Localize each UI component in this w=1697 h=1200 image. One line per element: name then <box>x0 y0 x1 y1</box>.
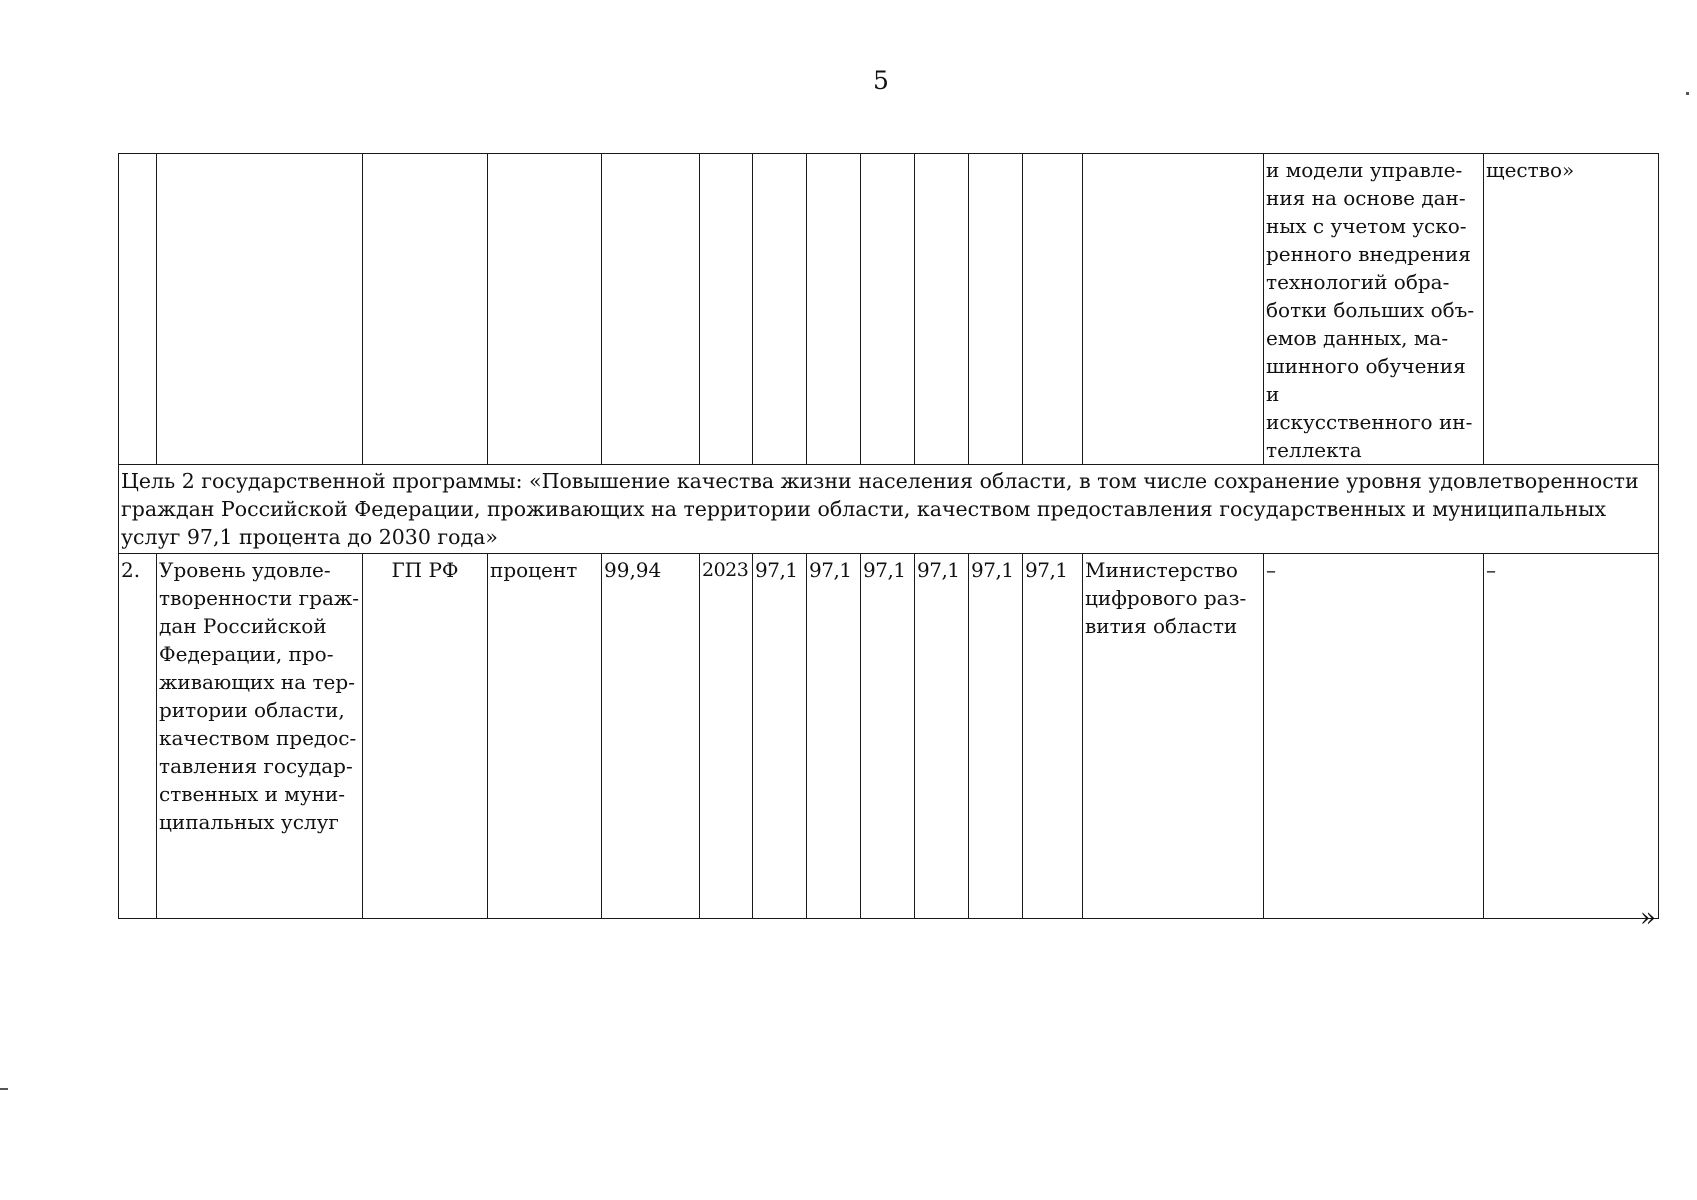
continuation-row <box>119 154 1659 465</box>
cell-empty <box>157 154 363 465</box>
closing-quote: » <box>1640 903 1656 933</box>
unit: процент <box>488 554 602 919</box>
base-year: 2023 <box>700 554 753 919</box>
cell-empty <box>363 154 488 465</box>
base-value: 99,94 <box>602 554 700 919</box>
scan-mark <box>1686 92 1689 95</box>
cell-empty <box>1083 154 1264 465</box>
value-cell: 97,1 <box>1023 554 1083 919</box>
scan-mark <box>0 1088 8 1090</box>
cell-empty <box>861 154 915 465</box>
cell-note: и модели управле- ния на основе дан- ных с учетом уско- ренного внедрения технологий обра- ботки больших объ- емов данных, ма- шинного обучения и искусственного ин- теллекта <box>1264 154 1484 465</box>
cell-empty <box>700 154 753 465</box>
value-cell: 97,1 <box>753 554 807 919</box>
indicator-row <box>119 554 1659 919</box>
indicator-level: ГП РФ <box>363 554 488 919</box>
cell-program: щество» <box>1484 154 1659 465</box>
cell-empty <box>119 154 157 465</box>
indicator-name: Уровень удовле- творенности граж- дан Российской Федерации, про- живающих на тер- ритории области, качеством предос- тавления государ- ственных и муни- ципальных услуг <box>157 554 363 919</box>
goal-text: Цель 2 государственной программы: «Повышение качества жизни населения области, в том числе сохранение уровня удовлетворенности граждан Российской Федерации, проживающих на территории области, качеством предоставления государственных и муниципальных услуг 97,1 процента до 2030 года» <box>119 465 1659 554</box>
cell-empty <box>488 154 602 465</box>
row-number: 2. <box>119 554 157 919</box>
link-cell: – <box>1484 554 1659 919</box>
value-cell: 97,1 <box>861 554 915 919</box>
cell-empty <box>807 154 861 465</box>
goal-row <box>119 465 1659 554</box>
value-cell: 97,1 <box>807 554 861 919</box>
value-cell: 97,1 <box>969 554 1023 919</box>
cell-empty <box>753 154 807 465</box>
responsible: Министерство цифрового раз- вития области <box>1083 554 1264 919</box>
indicators-table <box>118 153 1659 919</box>
value-cell: 97,1 <box>915 554 969 919</box>
cell-empty <box>602 154 700 465</box>
cell-empty <box>915 154 969 465</box>
cell-empty <box>969 154 1023 465</box>
page-number: 5 <box>873 66 889 95</box>
cell-empty <box>1023 154 1083 465</box>
link-cell: – <box>1264 554 1484 919</box>
